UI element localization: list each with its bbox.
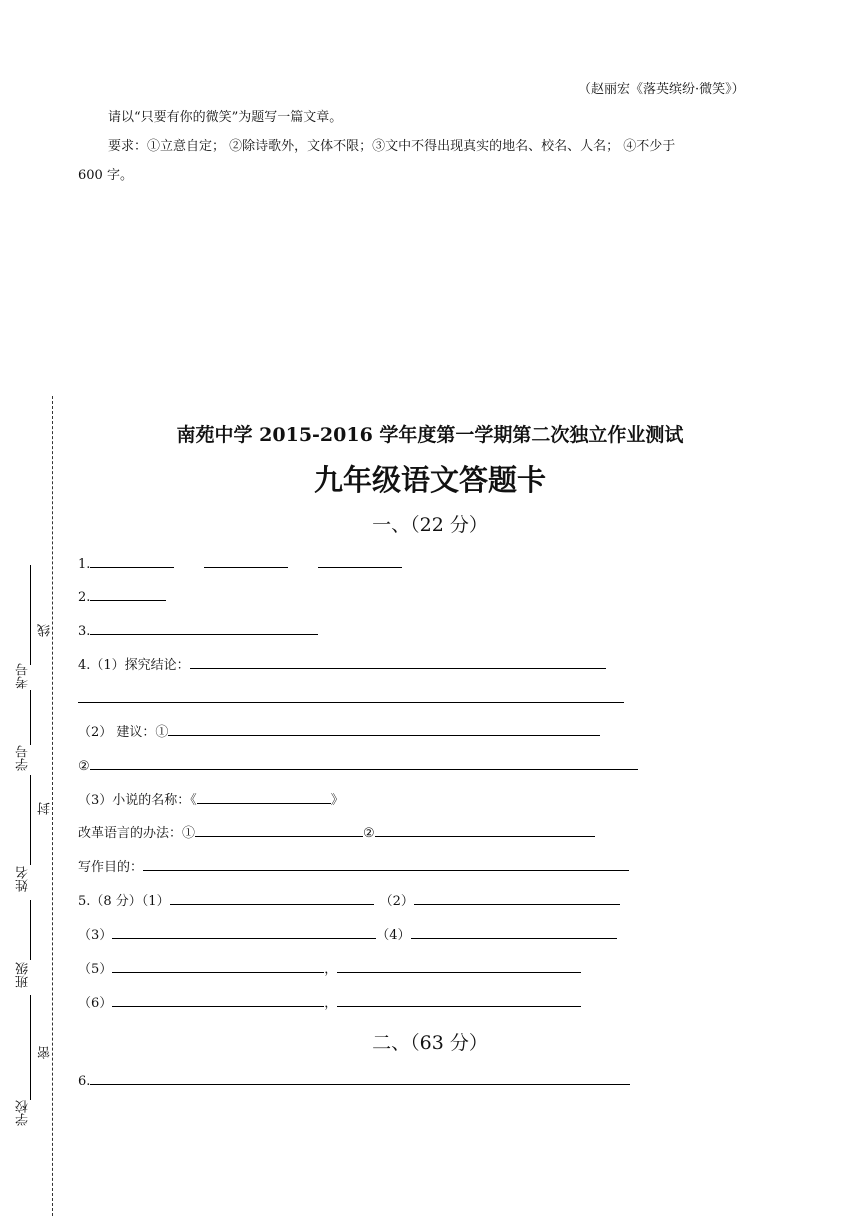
essay-prompt: 请以“只要有你的微笑”为题写一篇文章。	[108, 110, 343, 125]
q4-2-blank-1[interactable]	[168, 721, 600, 736]
q4-1-label: 4.（1）探究结论：	[78, 658, 190, 673]
q5-5-comma: ，	[324, 962, 338, 977]
q5-6-blank-a[interactable]	[112, 992, 324, 1007]
question-2	[78, 586, 166, 605]
q1-number: 1.	[78, 557, 91, 572]
question-5-row4	[78, 992, 581, 1011]
question-5-row3	[78, 958, 581, 977]
q3-number: 3.	[78, 624, 91, 639]
q5-5-label: （5）	[78, 962, 113, 977]
q4-method-blank-2[interactable]	[375, 822, 595, 837]
seal-char-line: 线	[38, 624, 53, 637]
q6-number: 6.	[78, 1074, 91, 1089]
q4-1-blank[interactable]	[190, 654, 606, 669]
q4-2-label: （2） 建议：①	[78, 725, 169, 740]
q5-label: 5.（8 分）（1）	[78, 894, 170, 909]
essay-requirements: 要求：①立意自定； ②除诗歌外，文体不限；③文中不得出现真实的地名、校名、人名； ④不少于	[108, 139, 676, 154]
question-4-1-cont	[78, 688, 624, 707]
q5-4-blank[interactable]	[411, 924, 617, 939]
q2-number: 2.	[78, 590, 91, 605]
question-4-3	[78, 789, 344, 808]
q4-1-blank-cont[interactable]	[78, 688, 624, 703]
q5-4-label: （4）	[376, 928, 411, 943]
q4-2b-label: ②	[78, 759, 90, 774]
name-label: 姓名	[16, 866, 31, 892]
q4-method-label: 改革语言的办法：①	[78, 826, 196, 841]
q4-3-close: 》	[330, 793, 344, 808]
q6-blank[interactable]	[90, 1070, 630, 1085]
question-4-1	[78, 654, 606, 673]
school-exam-title: 南苑中学 2015-2016 学年度第一学期第二次独立作业测试	[176, 424, 684, 446]
answer-card-title: 九年级语文答题卡	[313, 463, 546, 497]
q4-method-label-2: ②	[363, 826, 375, 841]
question-4-method	[78, 822, 595, 841]
q5-1-blank[interactable]	[170, 890, 374, 905]
q4-3-novel-blank[interactable]	[197, 789, 331, 804]
margin-underline	[30, 565, 31, 665]
question-5-row2	[78, 924, 617, 943]
seal-char-feng: 封	[38, 802, 53, 815]
school-label: 学校	[16, 1100, 31, 1126]
q5-6-blank-b[interactable]	[337, 992, 581, 1007]
question-3	[78, 620, 318, 639]
question-4-2b	[78, 755, 638, 774]
question-6	[78, 1070, 630, 1089]
margin-underline	[30, 775, 31, 865]
q4-3-label: （3）小说的名称：《	[78, 793, 197, 808]
q4-purpose-label: 写作目的：	[78, 860, 144, 875]
q4-method-blank-1[interactable]	[195, 822, 363, 837]
section-two-heading: 二、（63 分）	[372, 1032, 488, 1054]
source-citation: （赵丽宏《落英缤纷·微笑》）	[578, 82, 745, 97]
q2-blank[interactable]	[90, 586, 166, 601]
exam-number-label: 考号	[16, 663, 31, 689]
q1-blank-c[interactable]	[318, 553, 402, 568]
question-4-purpose	[78, 856, 629, 875]
q4-purpose-blank[interactable]	[143, 856, 629, 871]
q1-blank-b[interactable]	[204, 553, 288, 568]
margin-underline	[30, 900, 31, 960]
question-4-2	[78, 721, 600, 740]
class-label: 班级	[16, 962, 31, 988]
q5-2-label: （2）	[379, 894, 414, 909]
question-1	[78, 553, 402, 572]
q3-blank[interactable]	[90, 620, 318, 635]
q5-2-blank[interactable]	[414, 890, 620, 905]
seal-char-mi: 密	[38, 1046, 53, 1059]
question-5-row1	[78, 890, 620, 909]
q5-6-label: （6）	[78, 996, 113, 1011]
q5-3-blank[interactable]	[112, 924, 376, 939]
q4-2-blank-2[interactable]	[90, 755, 638, 770]
essay-requirements-cont: 600 字。	[78, 168, 133, 183]
q5-5-blank-b[interactable]	[337, 958, 581, 973]
margin-underline	[30, 690, 31, 745]
q5-3-label: （3）	[78, 928, 113, 943]
student-number-label: 学号	[16, 745, 31, 771]
q1-blank-a[interactable]	[90, 553, 174, 568]
q5-6-comma: ，	[324, 996, 338, 1011]
q5-5-blank-a[interactable]	[112, 958, 324, 973]
section-one-heading: 一、（22 分）	[372, 514, 488, 536]
